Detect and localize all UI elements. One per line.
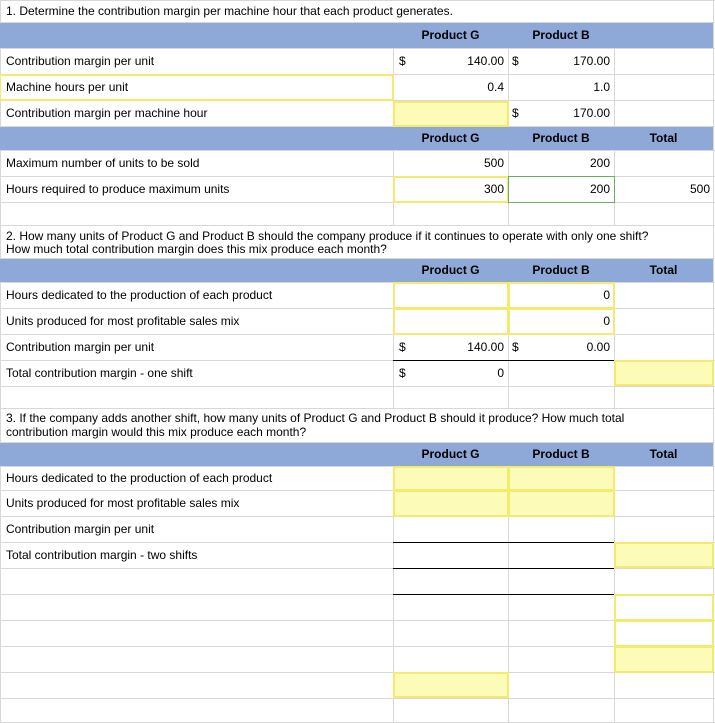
- q1-max-units-b: 200: [589, 156, 610, 170]
- q1-cm-unit-b: 170.00: [573, 54, 610, 68]
- q3-row-label: Contribution margin per unit: [6, 522, 155, 536]
- q2-total-cm-g: 0: [497, 366, 504, 380]
- q2-units-g-input[interactable]: [393, 308, 509, 335]
- q2-units-b: 0: [603, 314, 610, 328]
- q3-row-label: Total contribution margin - two shifts: [6, 548, 198, 562]
- q2-question-line1: 2. How many units of Product G and Product B should the company produce if it continues to operate with only one shift?: [6, 229, 649, 243]
- q3-header-product-b: Product B: [532, 447, 590, 461]
- q1-row-label: Contribution margin per unit: [6, 54, 155, 68]
- q3-row-label: Units produced for most profitable sales mix: [6, 496, 240, 510]
- q3-units-g-input[interactable]: [393, 490, 509, 517]
- q2-hours-g-input[interactable]: [393, 282, 509, 309]
- q3-units-b-input[interactable]: [508, 490, 615, 517]
- q1-header2-product-g: Product G: [421, 131, 480, 145]
- q2-row-label: Contribution margin per unit: [6, 340, 155, 354]
- q3-hours-g-input[interactable]: [393, 466, 509, 491]
- q1-cm-unit-g: 140.00: [467, 54, 504, 68]
- q1-row-label: Machine hours per unit: [6, 80, 129, 94]
- q2-header-product-b: Product B: [532, 263, 590, 277]
- q1-hours-required-total: 500: [689, 182, 710, 196]
- dollar-sign: $: [399, 340, 406, 354]
- q2-header-product-g: Product G: [421, 263, 480, 277]
- dollar-sign: $: [399, 366, 406, 380]
- q1-header2-product-b: Product B: [532, 131, 590, 145]
- q2-question-line2: How much total contribution margin does this mix produce each month?: [6, 242, 387, 256]
- q3-header-total: Total: [649, 447, 678, 461]
- q1-cm-machine-hour-b: 170.00: [573, 106, 610, 120]
- q2-cm-unit-g: 140.00: [467, 340, 504, 354]
- q3-row-label: Hours dedicated to the production of each product: [6, 471, 273, 485]
- dollar-sign: $: [512, 340, 519, 354]
- q2-header-total: Total: [649, 263, 678, 277]
- extra-total-input-3[interactable]: [614, 646, 714, 673]
- q1-header-product-b: Product B: [532, 28, 590, 42]
- q1-question: 1. Determine the contribution margin per machine hour that each product generates.: [6, 4, 453, 18]
- q1-machine-hours-b: 1.0: [593, 80, 610, 94]
- q2-row-label: Units produced for most profitable sales mix: [6, 314, 240, 328]
- q1-row2-label: Hours required to produce maximum units: [6, 182, 230, 196]
- q3-header-product-g: Product G: [421, 447, 480, 461]
- dollar-sign: $: [399, 54, 406, 68]
- subtotal-rule: [393, 542, 614, 543]
- q3-question-line1: 3. If the company adds another shift, how many units of Product G and Product B should it produce? How much total: [6, 411, 625, 425]
- q3-total-cm-input[interactable]: [614, 542, 714, 568]
- q1-machine-hours-g: 0.4: [487, 80, 504, 94]
- q1-header2-total: Total: [649, 131, 678, 145]
- q1-row2-label: Maximum number of units to be sold: [6, 156, 200, 170]
- q1-cm-machine-hour-g-input[interactable]: [393, 101, 509, 127]
- dollar-sign: $: [512, 54, 519, 68]
- blank-rule: [393, 594, 614, 595]
- blank-rule: [393, 568, 614, 569]
- q1-max-units-g: 500: [483, 156, 504, 170]
- extra-total-input-1[interactable]: [614, 594, 714, 621]
- q1-hours-required-g: 300: [483, 182, 504, 196]
- extra-g-input[interactable]: [393, 672, 509, 698]
- subtotal-rule: [393, 360, 614, 361]
- q3-question-line2: contribution margin would this mix produce each month?: [6, 425, 307, 439]
- extra-total-input-2[interactable]: [614, 620, 714, 647]
- q2-row-label: Hours dedicated to the production of each product: [6, 288, 273, 302]
- q2-row-label: Total contribution margin - one shift: [6, 366, 193, 380]
- q3-hours-b-input[interactable]: [508, 466, 615, 491]
- q1-row-label: Contribution margin per machine hour: [6, 106, 208, 120]
- q1-hours-required-b: 200: [589, 182, 610, 196]
- q2-hours-b: 0: [603, 288, 610, 302]
- dollar-sign: $: [512, 106, 519, 120]
- q2-total-cm-input[interactable]: [614, 360, 714, 386]
- q2-cm-unit-b: 0.00: [586, 340, 610, 354]
- q1-header-product-g: Product G: [421, 28, 480, 42]
